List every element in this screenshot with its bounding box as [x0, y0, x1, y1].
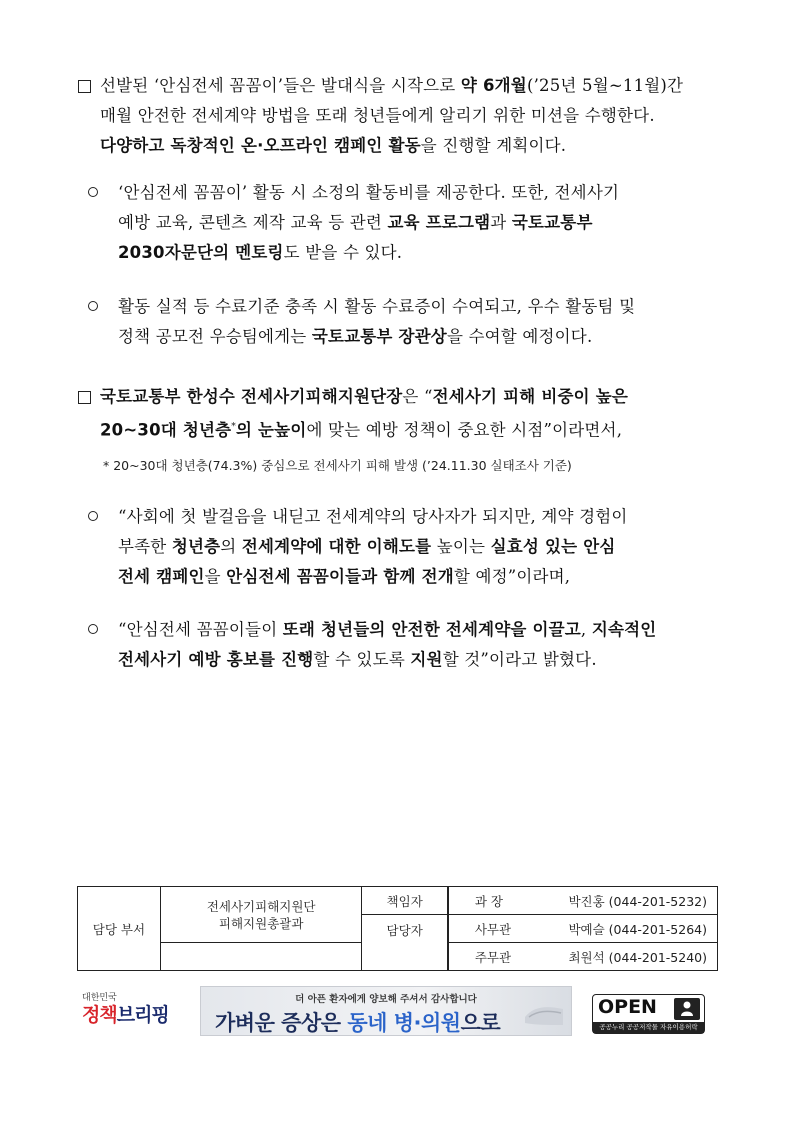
bold-text: 청년층 — [171, 537, 221, 556]
text-line: ‘안심전세 꼼꼼이’ 활동 시 소정의 활동비를 제공한다. 또한, 전세사기 — [118, 183, 620, 202]
hand-illustration-icon — [523, 995, 565, 1029]
bold-text: 전세 캠페인 — [118, 567, 205, 586]
text-line: 활동 실적 등 수료기준 충족 시 활동 수료증이 수여되고, 우수 활동팀 및 — [118, 297, 636, 316]
bold-text: 안심전세 꼼꼼이들과 함께 전개 — [226, 567, 454, 586]
text: , — [580, 620, 592, 639]
kogl-open-badge — [592, 994, 705, 1034]
logo-text: 정책 — [82, 1004, 117, 1026]
bold-text: 의 눈높이 — [235, 420, 307, 440]
bold-text: 전세계약에 대한 이해도를 — [241, 537, 432, 556]
paragraph-completion-award — [88, 292, 728, 352]
dept-name-line: 피해지원총괄과 — [218, 915, 304, 931]
text: 선발된 ‘안심전세 꼼꼼이’들은 발대식을 시작으로 — [100, 76, 461, 95]
bold-text: 전세사기 피해 비중이 높은 — [432, 387, 628, 406]
contact-table — [77, 886, 718, 971]
open-subtitle: 공공누리 공공저작물 자유이용허락 — [593, 1022, 704, 1033]
person-icon — [674, 998, 700, 1020]
circle-bullet-icon — [88, 615, 98, 645]
text: 에 맞는 예방 정책이 중요한 시점”이라면서, — [306, 420, 623, 440]
bold-text: 다양하고 독창적인 온·오프라인 캠페인 활동 — [100, 136, 421, 155]
circle-bullet-icon — [88, 178, 98, 208]
square-bullet-icon — [78, 71, 91, 101]
footnote-marker: * — [231, 422, 236, 432]
text: 과 — [490, 213, 512, 232]
bold-text: 지속적인 — [591, 620, 657, 639]
bold-text: 국토교통부 한성수 전세사기피해지원단장 — [100, 387, 403, 406]
text: 은 “ — [402, 387, 433, 406]
contact-cell — [448, 915, 718, 943]
text: 을 수여할 예정이다. — [446, 327, 593, 346]
text-line: “사회에 첫 발걸음을 내딛고 전세계약의 당사자가 되지만, 계약 경험이 — [118, 507, 628, 526]
contact-person: 박예슬 (044-201-5264) — [568, 921, 707, 937]
text: 의 — [220, 537, 242, 556]
policy-briefing-logo — [82, 993, 172, 1033]
paragraph-support-quote — [88, 615, 728, 675]
text: 을 — [204, 567, 227, 586]
footnote: * 20~30대 청년층(74.3%) 중심으로 전세사기 피해 발생 (’24.11.30 실태조사 기준) — [103, 458, 572, 473]
open-text: OPEN — [598, 996, 657, 1018]
circle-bullet-icon — [88, 502, 98, 532]
text: “안심전세 꼼꼼이들이 — [118, 620, 283, 639]
contact-person: 최원석 (044-201-5240) — [568, 949, 707, 965]
contact-title: 과 장 — [474, 893, 503, 909]
text: 으로 — [460, 1011, 501, 1035]
text: 예방 교육, 콘텐츠 제작 교육 등 관련 — [118, 213, 388, 232]
logo-small-text: 대한민국 — [82, 993, 117, 1003]
text: 할 것”이라고 밝혔다. — [442, 650, 597, 669]
paragraph-selection-mission — [78, 71, 728, 161]
bold-text: 국토교통부 — [511, 213, 593, 232]
text: (’25년 5월~11월)간 — [526, 76, 684, 95]
text: 정책 공모전 우승팀에게는 — [118, 327, 312, 346]
bold-text: 전세사기 예방 홍보를 진행 — [118, 650, 314, 669]
paragraph-campaign-quote — [88, 502, 728, 592]
empty-cell — [160, 943, 362, 971]
text: 할 수 있도록 — [313, 650, 411, 669]
circle-bullet-icon — [88, 292, 98, 322]
bold-text: 20~30대 청년층 — [100, 420, 232, 440]
contact-cell — [448, 943, 718, 971]
bold-text: 약 6개월 — [460, 76, 527, 95]
banner-main-text — [215, 1007, 500, 1037]
paragraph-director-quote — [78, 382, 728, 446]
contact-person: 박진홍 (044-201-5232) — [568, 893, 707, 909]
text-line: 매월 안전한 전세계약 방법을 또래 청년들에게 알리기 위한 미션을 수행한다. — [100, 106, 655, 125]
dept-name-line: 전세사기피해지원단 — [206, 898, 316, 914]
text: 가벼운 증상은 — [215, 1011, 348, 1035]
bold-text: 지원 — [410, 650, 443, 669]
bold-text: 2030자문단의 멘토링 — [118, 243, 284, 262]
banner-top-text: 더 아픈 환자에게 양보해 주셔서 감사합니다 — [295, 994, 477, 1005]
bold-text: 실효성 있는 안심 — [490, 537, 616, 556]
text: 높이는 — [431, 537, 491, 556]
responsible-label-cell: 책임자 — [362, 887, 448, 915]
dept-name-cell — [160, 887, 362, 943]
paragraph-activity-support — [88, 178, 728, 268]
table-row — [78, 887, 718, 915]
campaign-banner — [200, 986, 572, 1036]
contact-title: 주무관 — [474, 949, 512, 965]
text: 부족한 — [118, 537, 172, 556]
logo-text: 브리핑 — [116, 1004, 169, 1026]
bold-text: 교육 프로그램 — [387, 213, 491, 232]
text: 을 진행할 계획이다. — [420, 136, 567, 155]
bold-text: 국토교통부 장관상 — [311, 327, 447, 346]
text: 도 받을 수 있다. — [283, 243, 403, 262]
text: 할 예정”이라며, — [453, 567, 571, 586]
contact-title: 사무관 — [474, 921, 512, 937]
bold-text: 또래 청년들의 안전한 전세계약을 이끌고 — [282, 620, 581, 639]
dept-label-cell: 담당 부서 — [78, 887, 161, 971]
contact-cell — [448, 887, 718, 915]
highlight-text: 동네 병·의원 — [347, 1011, 461, 1035]
square-bullet-icon — [78, 382, 91, 412]
staff-label-cell: 담당자 — [362, 915, 448, 971]
